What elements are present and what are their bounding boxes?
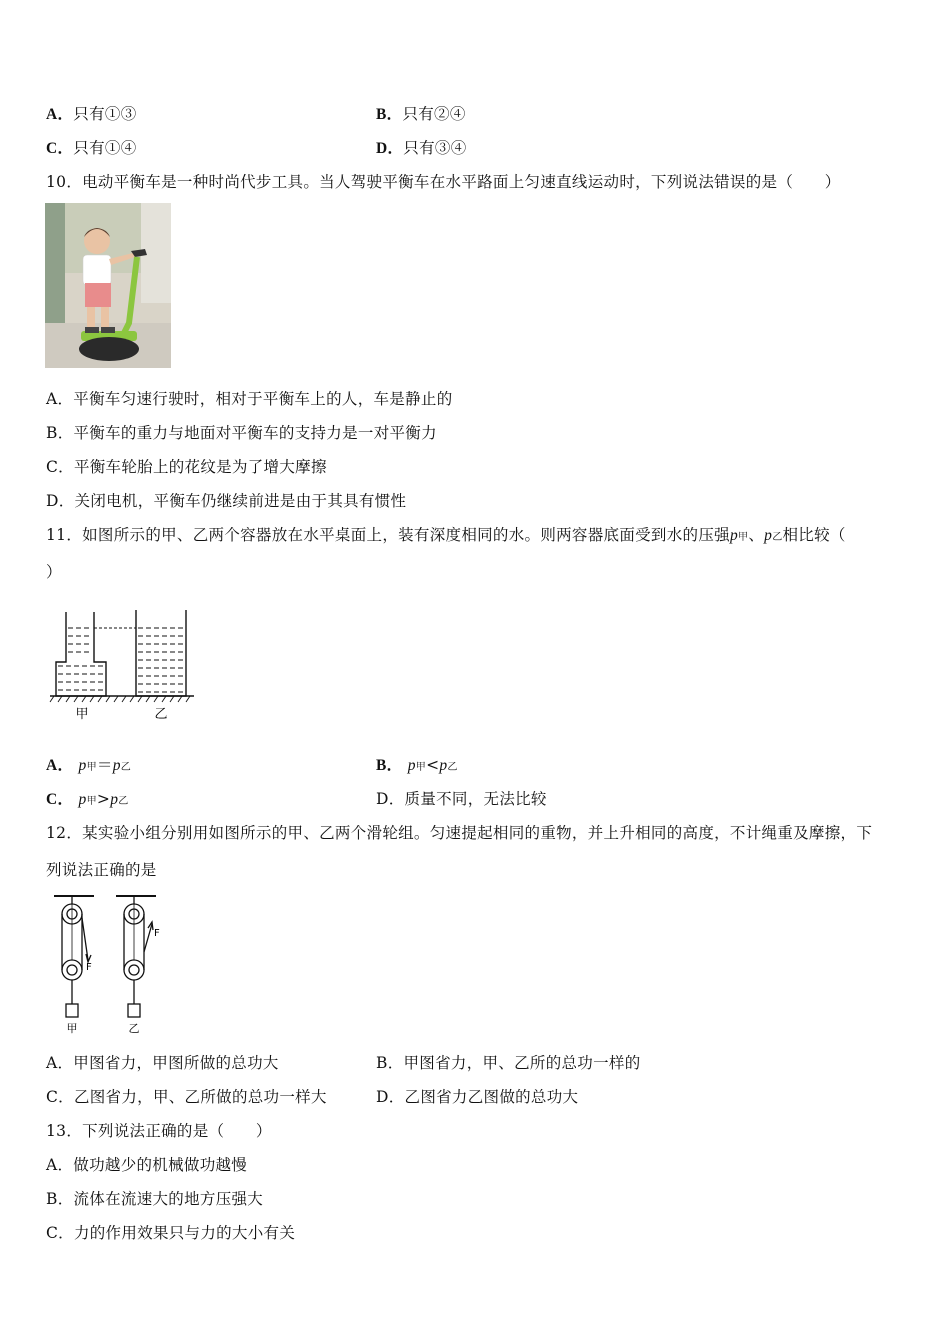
pulley-label-yi: 乙 <box>128 1022 140 1035</box>
q13-option-c: C．力的作用效果只与力的大小有关 <box>46 1224 296 1242</box>
q9-option-b: B．只有②④ <box>376 105 466 123</box>
balance-scooter-photo <box>45 203 171 368</box>
q13-stem: 13．下列说法正确的是（ ） <box>46 1122 272 1140</box>
q10-option-a: A．平衡车匀速行驶时，相对于平衡车上的人，车是静止的 <box>46 390 453 408</box>
q10-option-d: D．关闭电机，平衡车仍继续前进是由于其具有惯性 <box>46 492 407 510</box>
pulley-force-label-yi: F <box>154 928 160 939</box>
containers-figure <box>48 606 196 724</box>
q11-option-c: C． p甲>p乙 <box>46 790 129 808</box>
q12-stem: 12．某实验小组分别用如图所示的甲、乙两个滑轮组。匀速提起相同的重物，并上升相同的高度，不计绳重及摩擦，下 <box>46 824 873 842</box>
q11-option-a: A． p甲＝p乙 <box>46 756 132 774</box>
q9-option-c: C．只有①④ <box>46 139 137 157</box>
q11-option-d: D．质量不同，无法比较 <box>376 790 547 808</box>
containers-label-jia: 甲 <box>75 707 89 722</box>
q10-option-b: B．平衡车的重力与地面对平衡车的支持力是一对平衡力 <box>46 424 437 442</box>
q12-stem-line2: 列说法正确的是 <box>46 861 157 879</box>
q12-option-b: B．甲图省力，甲、乙所的总功一样的 <box>376 1054 641 1072</box>
pulley-label-jia: 甲 <box>66 1022 78 1035</box>
q9-option-d: D．只有③④ <box>376 139 467 157</box>
q11-stem: 11．如图所示的甲、乙两个容器放在水平桌面上，装有深度相同的水。则两容器底面受到水的压强p甲、p乙相比较（ <box>46 526 846 544</box>
q12-option-c: C．乙图省力，甲、乙所做的总功一样大 <box>46 1088 327 1106</box>
pulley-figure <box>50 892 170 1037</box>
q11-stem-line2: ） <box>46 563 62 581</box>
q11-option-b: B． p甲<p乙 <box>376 756 458 774</box>
q12-option-d: D．乙图省力乙图做的总功大 <box>376 1088 579 1106</box>
q12-option-a: A．甲图省力，甲图所做的总功大 <box>46 1054 279 1072</box>
containers-label-yi: 乙 <box>154 707 168 722</box>
q10-option-c: C．平衡车轮胎上的花纹是为了增大摩擦 <box>46 458 327 476</box>
q13-option-b: B．流体在流速大的地方压强大 <box>46 1190 264 1208</box>
q9-option-a: A．只有①③ <box>46 105 137 123</box>
q13-option-a: A．做功越少的机械做功越慢 <box>46 1156 248 1174</box>
q10-stem: 10．电动平衡车是一种时尚代步工具。当人驾驶平衡车在水平路面上匀速直线运动时，下列说法错误的是（ ） <box>46 173 841 191</box>
pulley-force-label-jia: F <box>86 962 92 973</box>
